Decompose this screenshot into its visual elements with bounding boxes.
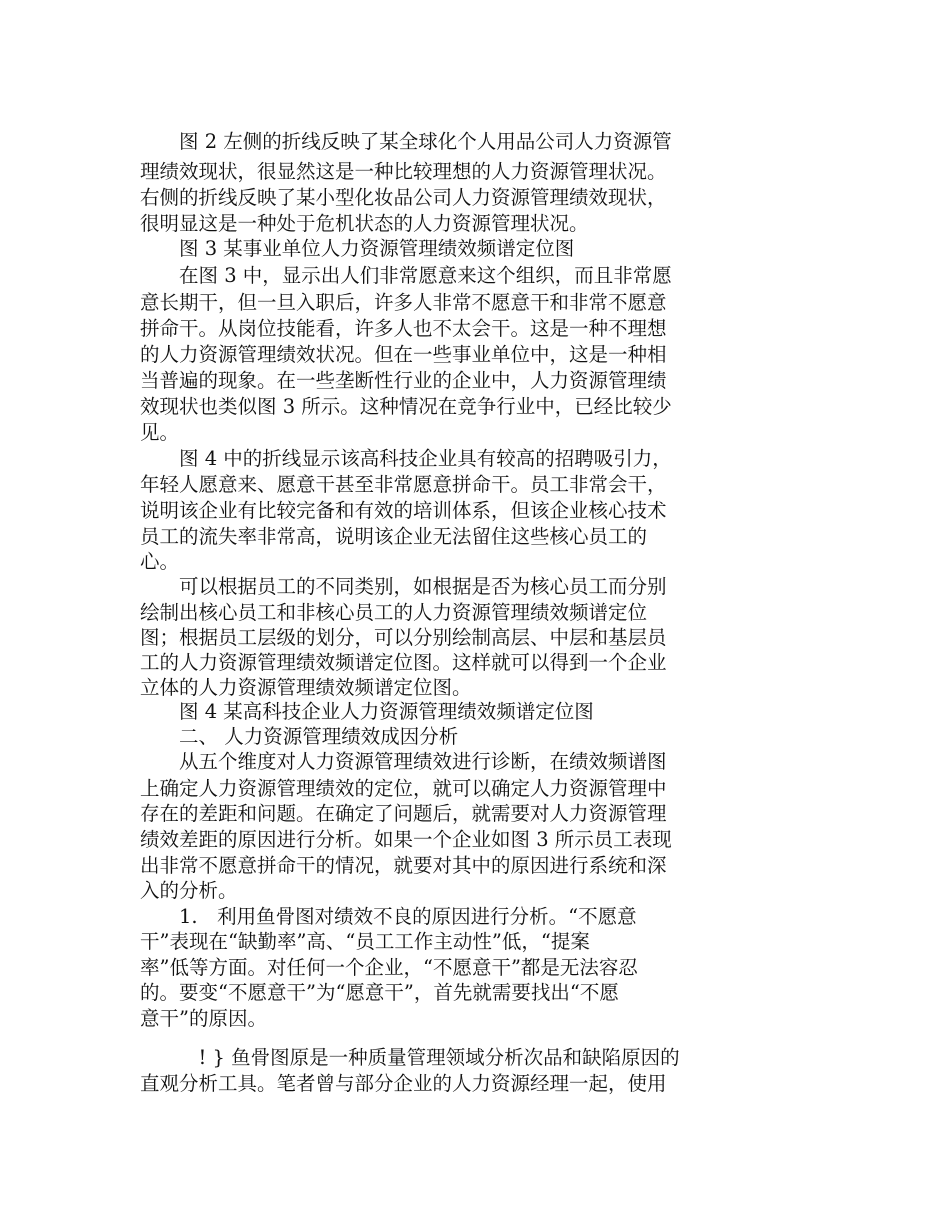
paragraph-line: 工的人力资源管理绩效频谱定位图。这样就可以得到一个企业 (140, 651, 667, 674)
paragraph-line: 年轻人愿意来、愿意干甚至非常愿意拼命干。员工非常会干， (140, 473, 667, 496)
paragraph-line: 图 4 中的折线显示该高科技企业具有较高的招聘吸引力， (140, 447, 672, 470)
paragraph-line: 当普遍的现象。在一些垄断性行业的企业中，人力资源管理绩 (140, 369, 667, 392)
paragraph-line: 直观分析工具。笔者曾与部分企业的人力资源经理一起，使用 (140, 1072, 667, 1095)
paragraph-line: 拼命干。从岗位技能看，许多人也不太会干。这是一种不理想 (140, 317, 667, 340)
paragraph-line: 的人力资源管理绩效状况。但在一些事业单位中，这是一种相 (140, 343, 667, 366)
paragraph-line: 员工的流失率非常高，说明该企业无法留住这些核心员工的 (140, 525, 648, 548)
paragraph-line: 可以根据员工的不同类别，如根据是否为核心员工而分别 (140, 575, 667, 598)
paragraph-line: 图；根据员工层级的划分，可以分别绘制高层、中层和基层员 (140, 626, 667, 649)
paragraph-line: 很明显这是一种处于危机状态的人力资源管理状况。 (140, 212, 589, 235)
figure-caption: 图 4 某高科技企业人力资源管理绩效频谱定位图 (140, 700, 594, 723)
paragraph-line: 1. 利用鱼骨图对绩效不良的原因进行分析。“不愿意 (140, 905, 637, 928)
paragraph-line: 的。要变“不愿意干”为“愿意干”，首先就需要找出“不愿 (140, 981, 619, 1004)
paragraph-line: 立体的人力资源管理绩效频谱定位图。 (140, 676, 472, 699)
paragraph-line: 心。 (140, 550, 180, 573)
paragraph-line: 见。 (140, 421, 180, 444)
paragraph-line: 意长期干，但一旦入职后，许多人非常不愿意干和非常不愿意 (140, 291, 667, 314)
paragraph-line: 效现状也类似图 3 所示。这种情况在竞争行业中，已经比较少 (140, 395, 672, 418)
paragraph-line: 上确定人力资源管理绩效的定位，就可以确定人力资源管理中 (140, 777, 667, 800)
paragraph-line: 从五个维度对人力资源管理绩效进行诊断，在绩效频谱图 (140, 750, 667, 773)
paragraph-line: 意干”的原因。 (140, 1007, 267, 1030)
paragraph-line: 率”低等方面。对任何一个企业，“不愿意干”都是无法容忍 (140, 956, 638, 979)
paragraph-line: 说明该企业有比较完备和有效的培训体系，但该企业核心技术 (140, 499, 667, 522)
figure-caption: 图 3 某事业单位人力资源管理绩效频谱定位图 (140, 237, 575, 260)
paragraph-line: 出非常不愿意拼命干的情况，就要对其中的原因进行系统和深 (140, 854, 667, 877)
paragraph-line: 图 2 左侧的折线反映了某全球化个人用品公司人力资源管 (140, 130, 672, 153)
paragraph-line: 存在的差距和问题。在确定了问题后，就需要对人力资源管理 (140, 802, 667, 825)
paragraph-line: 右侧的折线反映了某小型化妆品公司人力资源管理绩效现状， (140, 186, 667, 209)
paragraph-line: 绩效差距的原因进行分析。如果一个企业如图 3 所示员工表现 (140, 828, 672, 851)
paragraph-line: 干”表现在“缺勤率”高、“员工工作主动性”低，“提案 (140, 930, 590, 953)
paragraph-line: 在图 3 中，显示出人们非常愿意来这个组织，而且非常愿 (140, 264, 672, 287)
paragraph-line: 入的分析。 (140, 879, 238, 902)
section-heading: 二、 人力资源管理绩效成因分析 (140, 725, 459, 748)
paragraph-line: ! } 鱼骨图原是一种质量管理领域分析次品和缺陷原因的 (140, 1046, 680, 1069)
paragraph-line: 绘制出核心员工和非核心员工的人力资源管理绩效频谱定位 (140, 601, 648, 624)
paragraph-line: 理绩效现状，很显然这是一种比较理想的人力资源管理状况。 (140, 160, 667, 183)
